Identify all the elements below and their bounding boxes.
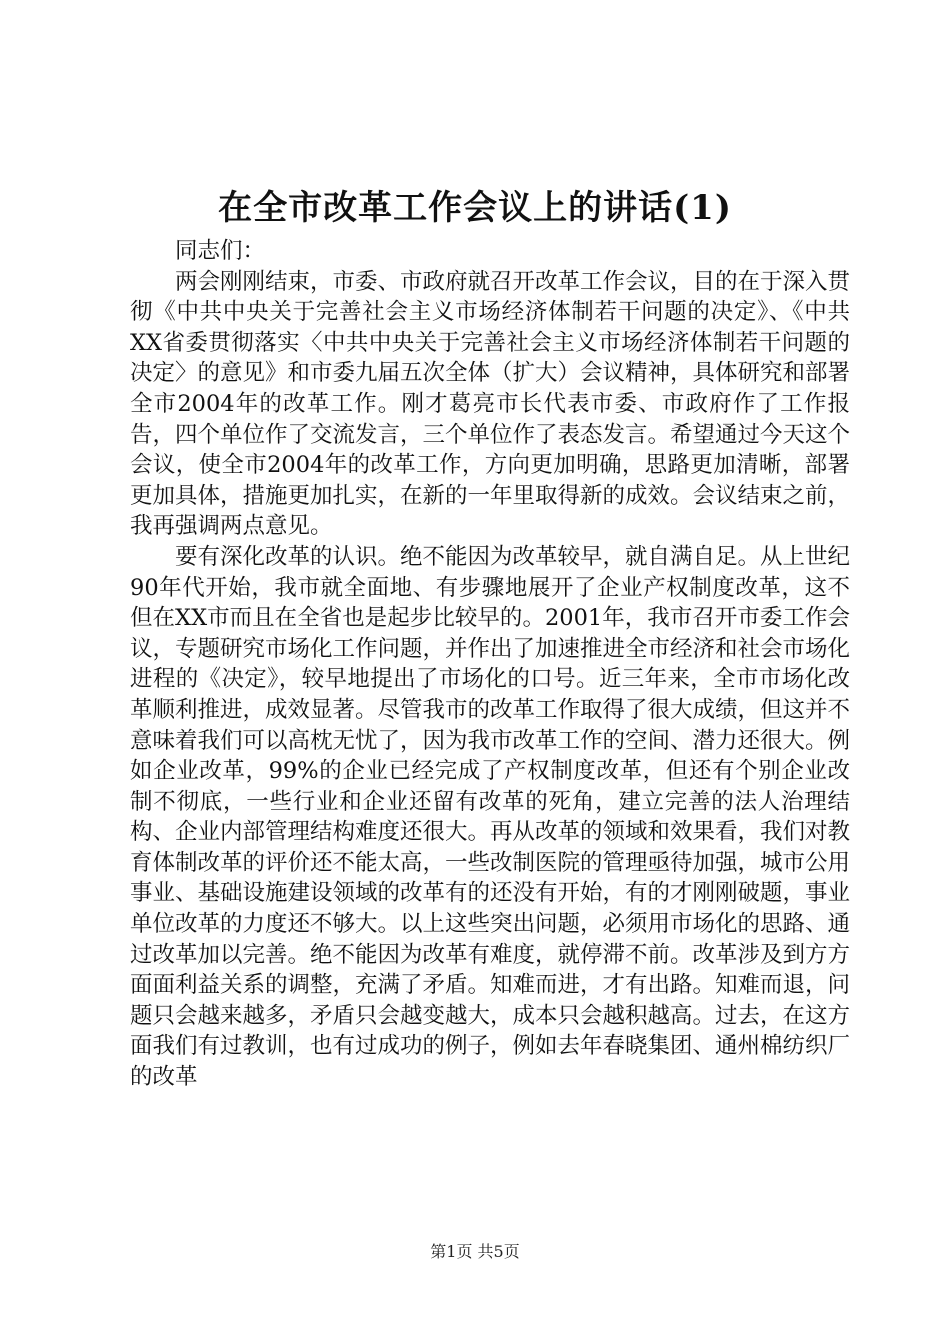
salutation: 同志们： xyxy=(175,238,266,264)
paragraph-1: 两会刚刚结束，市委、市政府就召开改革工作会议，目的在于深入贯彻《中共中央关于完善社会主义市场经济体制若干问题的决定》、《中共XX省委贯彻落实〈中共中央关于完善社会主义市场经济体制若干问题的决定〉的意见》和市委九届五次全体（扩大）会议精神，具体研究和部署全市2004年的改革工作。刚才葛亮市长代表市委、市政府作了工作报告，四个单位作了交流发言，三个单位作了表态发言。希望通过今天这个会议，使全市2004年的改革工作，方向更加明确，思路更加清晰，部署更加具体，措施更加扎实，在新的一年里取得新的成效。会议结束之前，我再强调两点意见。 xyxy=(130,268,851,540)
page-number-footer: 第1页 共5页 xyxy=(430,1242,520,1261)
paragraph-2: 要有深化改革的认识。绝不能因为改革较早，就自满自足。从上世纪90年代开始，我市就全面地、有步骤地展开了企业产权制度改革，这不但在XX市而且在全省也是起步比较早的。2001年，我市召开市委工作会议，专题研究市场化工作问题，并作出了加速推进全市经济和社会市场化进程的《决定》，较早地提出了市场化的口号。近三年来，全市市场化改革顺利推进，成效显著。尽管我市的改革工作取得了很大成绩，但这并不意味着我们可以高枕无忧了，因为我市改革工作的空间、潜力还很大。例如企业改革，99%的企业已经完成了产权制度改革，但还有个别企业改制不彻底，一些行业和企业还留有改革的死角，建立完善的法人治理结构、企业内部管理结构难度还很大。再从改革的领域和效果看，我们对教育体制改革的评价还不能太高，一些改制医院的管理亟待加强，城市公用事业、基础设施建设领域的改革有的还没有开始，有的才刚刚破题，事业单位改革的力度还不够大。以上这些突出问题，必须用市场化的思路、通过改革加以完善。绝不能因为改革有难度，就停滞不前。改革涉及到方方面面利益关系的调整，充满了矛盾。知难而进，才有出路。知难而退，问题只会越来越多，矛盾只会越变越大，成本只会越积越高。过去，在这方面我们有过教训，也有过成功的例子，例如去年春晓集团、通州棉纺织厂的改革 xyxy=(130,543,851,1091)
document-body xyxy=(130,236,850,1093)
document-title: 在全市改革工作会议上的讲话(1) xyxy=(218,188,732,228)
